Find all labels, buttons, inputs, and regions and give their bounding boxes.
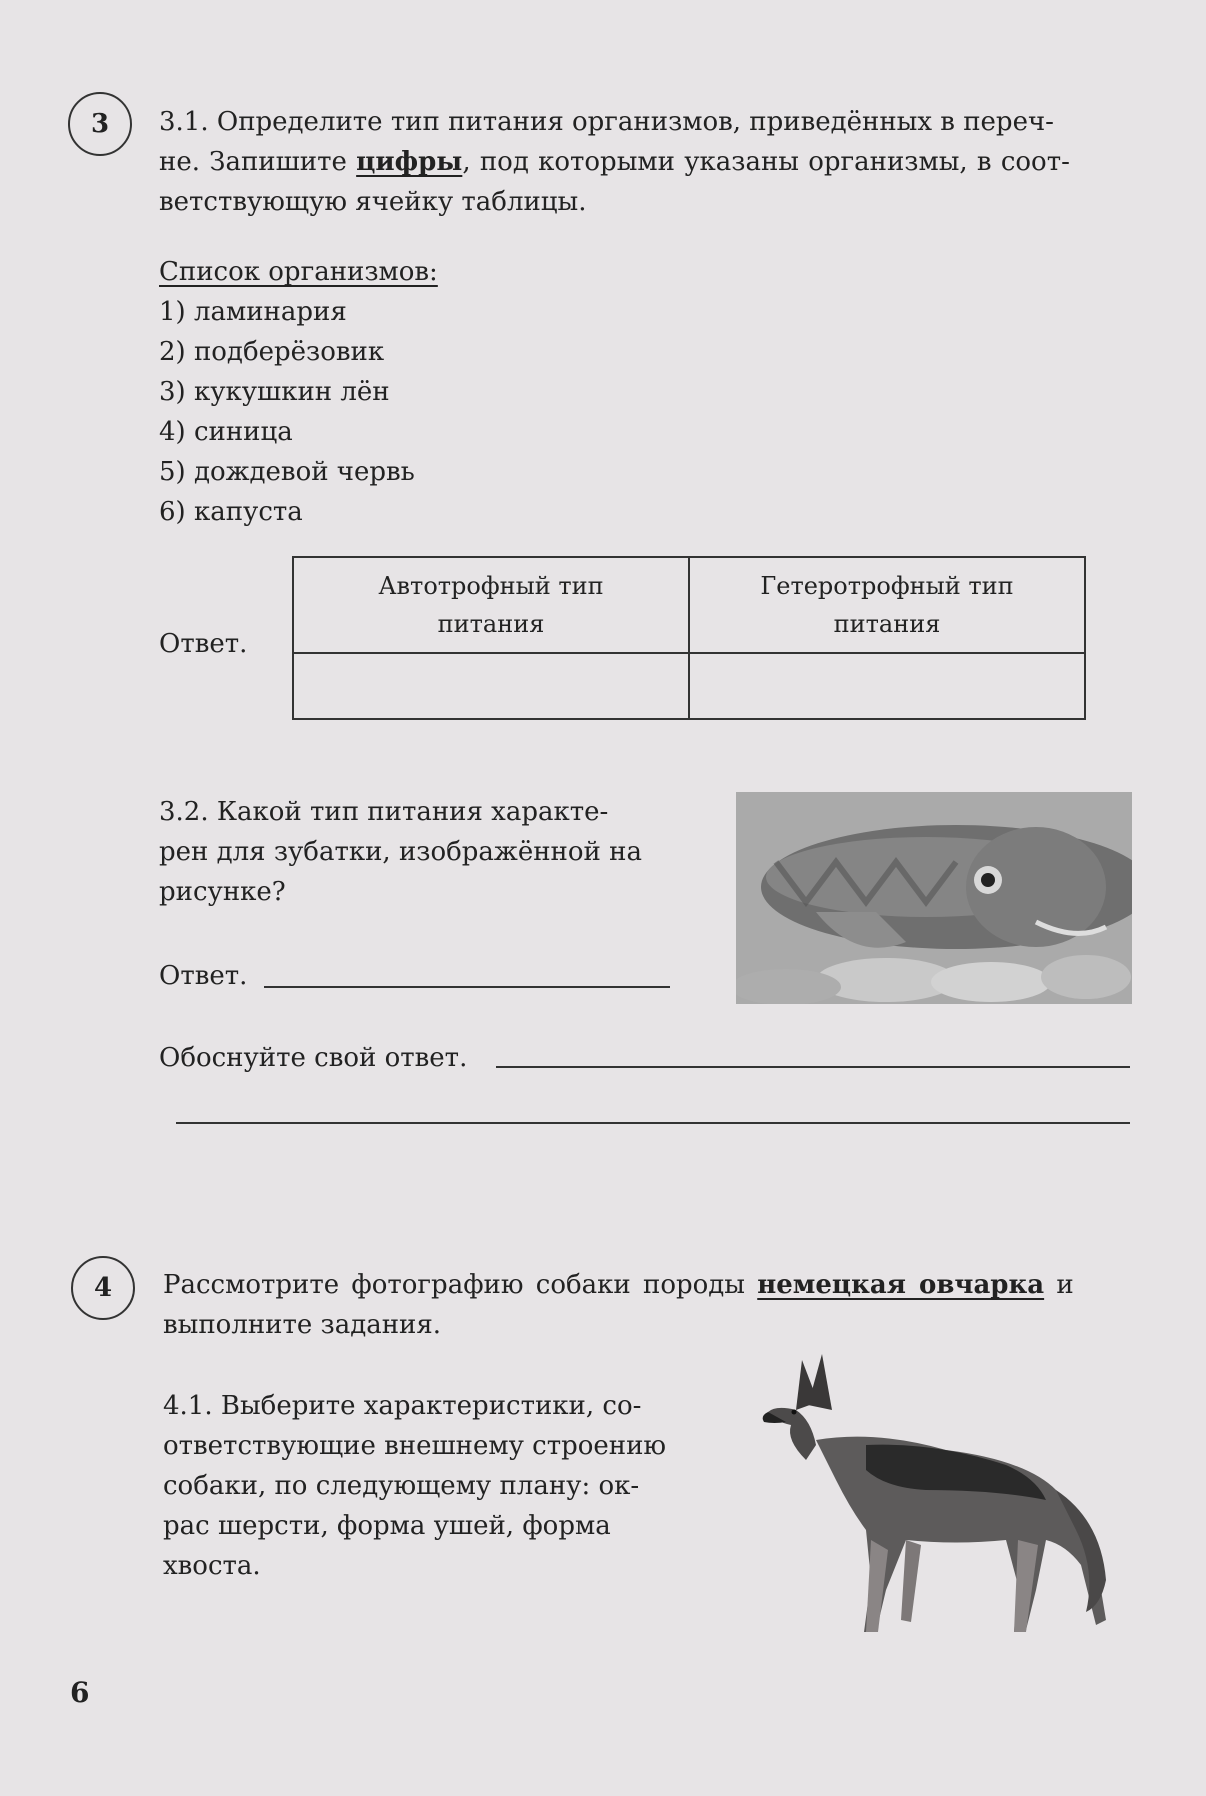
- table-header-text: Автотрофный тип: [378, 572, 604, 600]
- question-3-2: [159, 792, 642, 912]
- task-number-circle: [68, 92, 132, 156]
- task-number: 3: [90, 109, 110, 139]
- question-3-1-line: [159, 142, 1127, 182]
- justify-label: Обоснуйте свой ответ.: [159, 1043, 468, 1073]
- question-text-line: рисунке?: [159, 877, 286, 907]
- table-header-text: Гетеротрофный тип: [760, 572, 1014, 600]
- question-3-1-line: [159, 182, 1127, 222]
- list-item: 5) дождевой червь: [159, 457, 415, 487]
- wolffish-illustration: [736, 792, 1132, 1004]
- task-number-circle: [71, 1256, 135, 1320]
- list-item: 4) синица: [159, 417, 293, 447]
- question-text-line: 3.2. Какой тип питания характе-: [159, 797, 609, 827]
- question-text: не. Запишите: [159, 147, 357, 177]
- question-text: Рассмотрите фотографию собаки породы: [163, 1270, 758, 1300]
- answer-label: Ответ.: [159, 629, 248, 659]
- question-text: и: [1044, 1270, 1074, 1300]
- table-header-heterotrophic: [689, 557, 1085, 653]
- page-number: 6: [70, 1676, 90, 1709]
- answer-table: [292, 556, 1086, 720]
- question-text: , под которыми указаны организмы, в соот-: [462, 147, 1070, 177]
- list-item: 3) кукушкин лён: [159, 377, 390, 407]
- organism-list: [159, 292, 415, 532]
- task-4-intro-line: выполните задания.: [163, 1310, 442, 1340]
- justify-answer-line-2[interactable]: [176, 1122, 1130, 1124]
- table-header-autotrophic: [293, 557, 689, 653]
- emphasis-text: немецкая овчарка: [757, 1270, 1045, 1300]
- question-text-line: 3.1. Определите тип питания организмов, приведённых в переч-: [159, 107, 1054, 137]
- task-number: 4: [93, 1273, 113, 1303]
- list-item: 1) ламинария: [159, 297, 347, 327]
- table-header-text: питания: [833, 610, 941, 638]
- question-text-line: рен для зубатки, изображённой на: [159, 837, 642, 867]
- list-item: 6) капуста: [159, 497, 303, 527]
- question-text-line: ветствующую ячейку таблицы.: [159, 187, 587, 217]
- question-text-line: хвоста.: [163, 1551, 261, 1581]
- justify-answer-line-1[interactable]: [496, 1066, 1130, 1068]
- task-4-intro-line: [163, 1265, 1133, 1305]
- question-3-1: [159, 102, 1127, 222]
- task-4-intro: [163, 1265, 1133, 1345]
- question-text-line: рас шерсти, форма ушей, форма: [163, 1511, 611, 1541]
- question-text-line: собаки, по следующему плану: ок-: [163, 1471, 640, 1501]
- answer-3-2-line[interactable]: [264, 986, 670, 988]
- answer-cell-autotrophic[interactable]: [293, 653, 689, 719]
- question-text-line: 4.1. Выберите характеристики, со-: [163, 1391, 642, 1421]
- table-header-text: питания: [437, 610, 545, 638]
- question-3-1-line: [159, 102, 1127, 142]
- list-item: 2) подберёзовик: [159, 337, 385, 367]
- answer-3-2-label: Ответ.: [159, 961, 248, 991]
- german-shepherd-image: [756, 1350, 1144, 1640]
- question-text-line: ответствующие внешнему строению: [163, 1431, 667, 1461]
- emphasis-text: цифры: [356, 147, 463, 177]
- german-shepherd-illustration: [756, 1350, 1144, 1640]
- question-4-1: [163, 1386, 666, 1586]
- answer-cell-heterotrophic[interactable]: [689, 653, 1085, 719]
- wolffish-image: [736, 792, 1132, 1004]
- organism-list-title: Список организмов:: [159, 257, 438, 287]
